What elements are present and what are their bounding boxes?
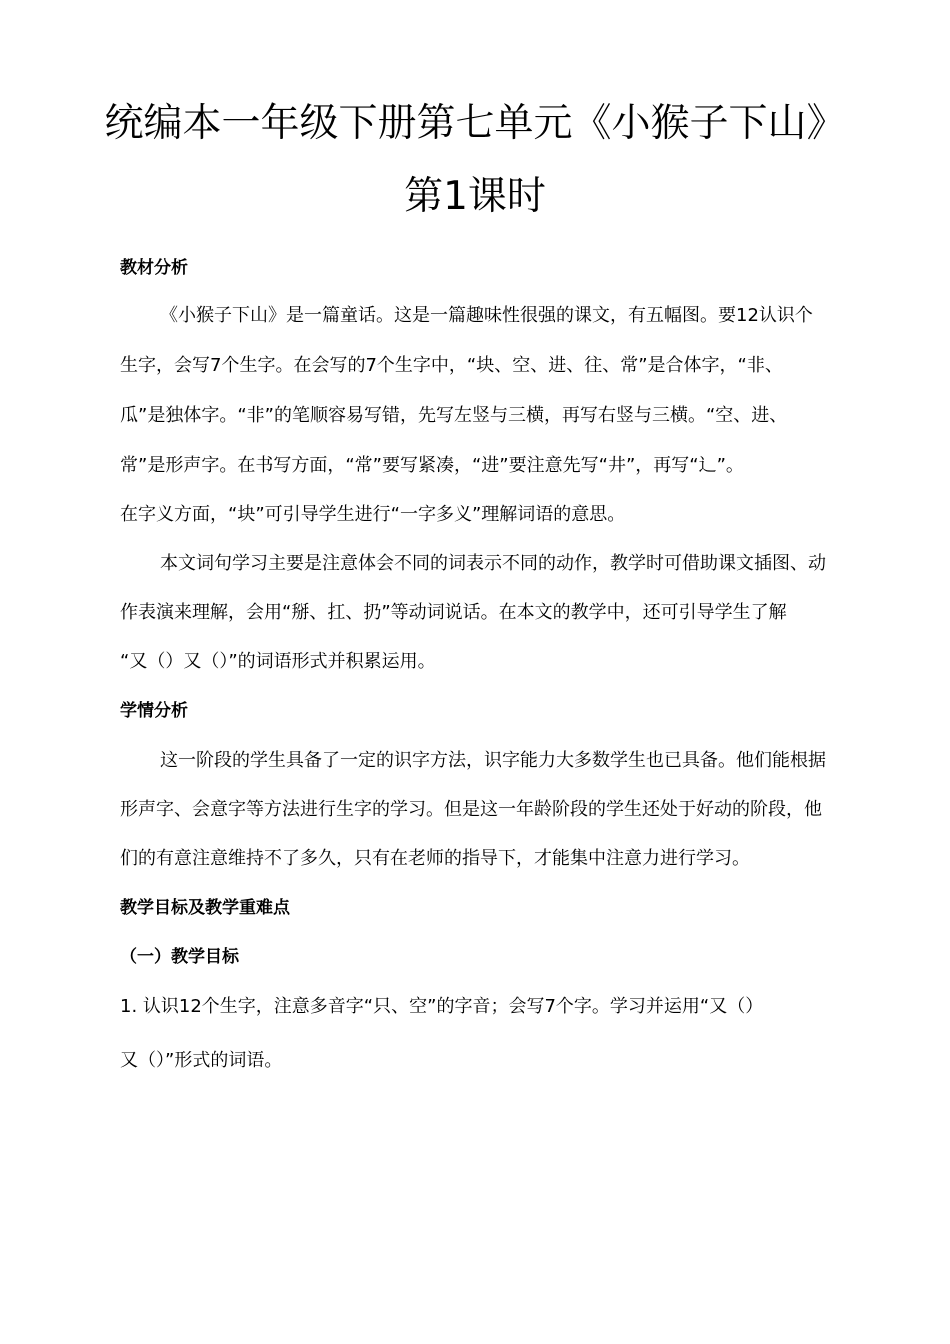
paragraph-line: 瓜”是独体字。“非”的笔顺容易写错，先写左竖与三横，再写右竖与三横。“空、进、 [120,405,788,426]
section-subheading-goals: （一）教学目标 [120,947,239,967]
paragraph-line: 在字义方面，“块”可引导学生进行“一字多义”理解词语的意思。 [120,504,626,525]
list-item: 1. 认识12个生字，注意多音字“只、空”的字音；会写7个字。学习并运用“又（） [120,996,764,1017]
list-item-continuation: 又（）”形式的词语。 [120,1050,283,1071]
section-heading-material: 教材分析 [120,258,188,278]
paragraph-line: 生字，会写7个生字。在会写的7个生字中，“块、空、进、往、常”是合体字，“非、 [120,355,783,376]
paragraph-line: 们的有意注意维持不了多久，只有在老师的指导下，才能集中注意力进行学习。 [120,848,750,869]
section-heading-students: 学情分析 [120,701,188,721]
section-heading-goals: 教学目标及教学重难点 [120,898,290,918]
paragraph-line: 这一阶段的学生具备了一定的识字方法，识字能力大多数学生也已具备。他们能根据 [160,750,826,771]
paragraph-line: 作表演来理解，会用“掰、扛、扔”等动词说话。在本文的教学中，还可引导学生了解 [120,602,787,623]
paragraph-line: 本文词句学习主要是注意体会不同的词表示不同的动作，教学时可借助课文插图、动 [160,553,826,574]
paragraph-line: 《小猴子下山》是一篇童话。这是一篇趣味性很强的课文，有五幅图。要12认识个 [160,305,813,326]
paragraph-line: “又（）又（）”的词语形式并积累运用。 [120,651,436,672]
paragraph-line: 形声字、会意字等方法进行生字的学习。但是这一年龄阶段的学生还处于好动的阶段，他 [120,799,822,820]
document-title: 统编本一年级下册第七单元《小猴子下山》 [104,101,846,146]
paragraph-line: 常”是形声字。在书写方面，“常”要写紧凑，“进”要注意先写“井”，再写“辶”。 [120,455,744,476]
document-subtitle: 第1课时 [404,174,546,219]
